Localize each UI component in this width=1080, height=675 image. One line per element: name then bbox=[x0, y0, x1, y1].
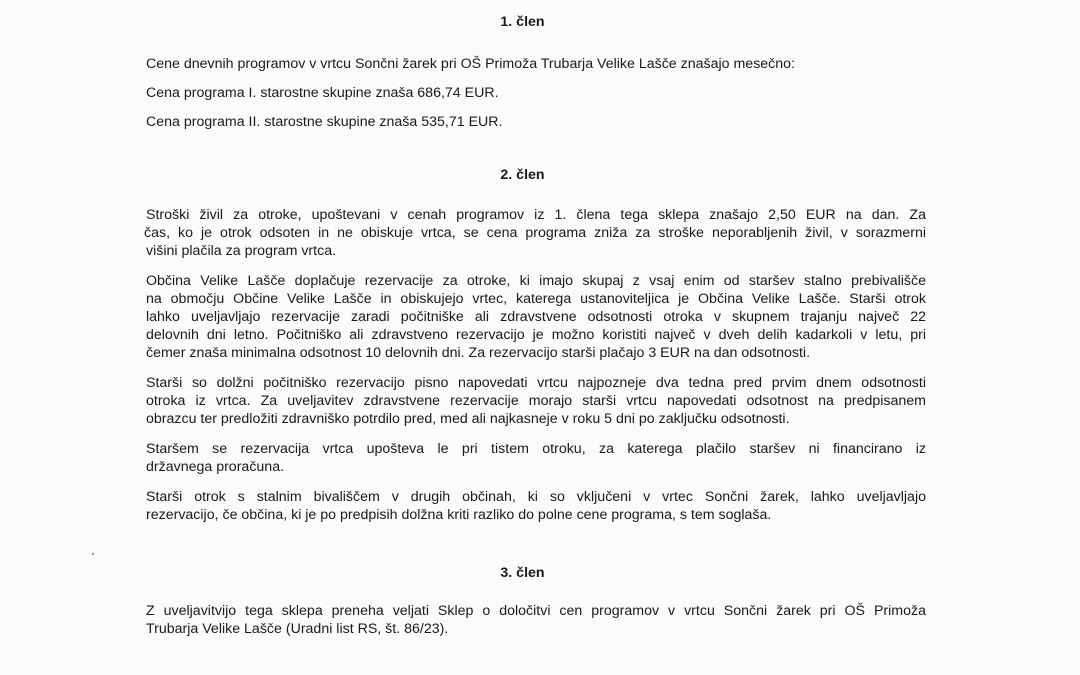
paragraph-line: Starši otrok s stalnim bivališčem v drugih občinah, ki so vključeni v vrtec Sončni žarek, lahko uveljavljajo bbox=[146, 489, 926, 505]
paragraph-line: Občina Velike Lašče doplačuje rezervacije za otroke, ki imajo skupaj z vsaj enim od staršev stalno prebivališče bbox=[146, 273, 926, 289]
paragraph-line: Stroški živil za otroke, upoštevani v cenah programov iz 1. člena tega sklepa znašajo 2,50 EUR na dan. Za bbox=[146, 207, 926, 223]
paragraph-line: čemer znaša minimalna odsotnost 10 delovnih dni. Za rezervacijo starši plačajo 3 EUR na dan odsotnosti. bbox=[146, 345, 811, 361]
paragraph-line: višini plačila za program vrtca. bbox=[146, 243, 337, 259]
scan-speck bbox=[92, 553, 94, 555]
paragraph-line: rezervacijo, če občina, ki je po predpisih dolžna kriti razliko do polne cene programa, s tem soglaša. bbox=[146, 507, 772, 523]
paragraph-line: Trubarja Velike Lašče (Uradni list RS, št. 86/23). bbox=[146, 621, 449, 637]
article-3-heading: 3. člen bbox=[500, 565, 545, 581]
article-2-paragraph-3 bbox=[146, 374, 926, 428]
article-2-heading: 2. člen bbox=[500, 167, 545, 183]
article-1-price-1: Cena programa I. starostne skupine znaša 686,74 EUR. bbox=[146, 85, 499, 101]
paragraph-line: na območju Občine Velike Lašče in obiskujejo vrtec, katerega ustanoviteljica je Občina Velike Lašče. Starši otrok bbox=[146, 291, 926, 307]
article-2-paragraph-4 bbox=[146, 440, 926, 476]
paragraph-line: lahko uveljavljajo rezervacije zaradi počitniške ali zdravstvene odsotnosti otroka v skupnem trajanju največ 22 bbox=[146, 309, 926, 325]
article-1-intro: Cene dnevnih programov v vrtcu Sončni žarek pri OŠ Primoža Trubarja Velike Lašče znašajo mesečno: bbox=[146, 56, 795, 72]
paragraph-line: čas, ko je otrok odsoten in ne obiskuje vrtca, se cena programa zniža za stroške neporabljenih živil, v sorazmerni bbox=[144, 225, 926, 241]
article-1-heading: 1. člen bbox=[500, 14, 545, 30]
paragraph-line: Staršem se rezervacija vrtca upošteva le pri tistem otroku, za katerega plačilo staršev ni financirano iz bbox=[146, 441, 926, 457]
article-2-paragraph-2 bbox=[146, 272, 926, 362]
article-3-paragraph-1 bbox=[146, 602, 926, 638]
article-2-paragraph-5 bbox=[146, 488, 926, 524]
paragraph-line: državnega proračuna. bbox=[146, 459, 285, 475]
paragraph-line: obrazcu ter predložiti zdravniško potrdilo pred, med ali najkasneje v roku 5 dni po zaključku odsotnosti. bbox=[146, 411, 790, 427]
paragraph-line: Z uveljavitvijo tega sklepa preneha veljati Sklep o določitvi cen programov v vrtcu Sončni žarek pri OŠ Primoža bbox=[146, 603, 926, 619]
article-2-paragraph-1 bbox=[146, 206, 926, 260]
paragraph-line: Starši so dolžni počitniško rezervacijo pisno napovedati vrtcu najpozneje dva tedna pred prvim dnem odsotnosti bbox=[146, 375, 926, 391]
paragraph-line: delovnih dni letno. Počitniško ali zdravstveno rezervacijo je možno koristiti največ v dveh delih kadarkoli v letu, pri bbox=[146, 327, 926, 343]
article-1-price-2: Cena programa II. starostne skupine znaša 535,71 EUR. bbox=[146, 114, 503, 130]
paragraph-line: otroka iz vrtca. Za uveljavitev zdravstvene rezervacije morajo starši vrtcu napovedati odsotnost na predpisanem bbox=[146, 393, 926, 409]
